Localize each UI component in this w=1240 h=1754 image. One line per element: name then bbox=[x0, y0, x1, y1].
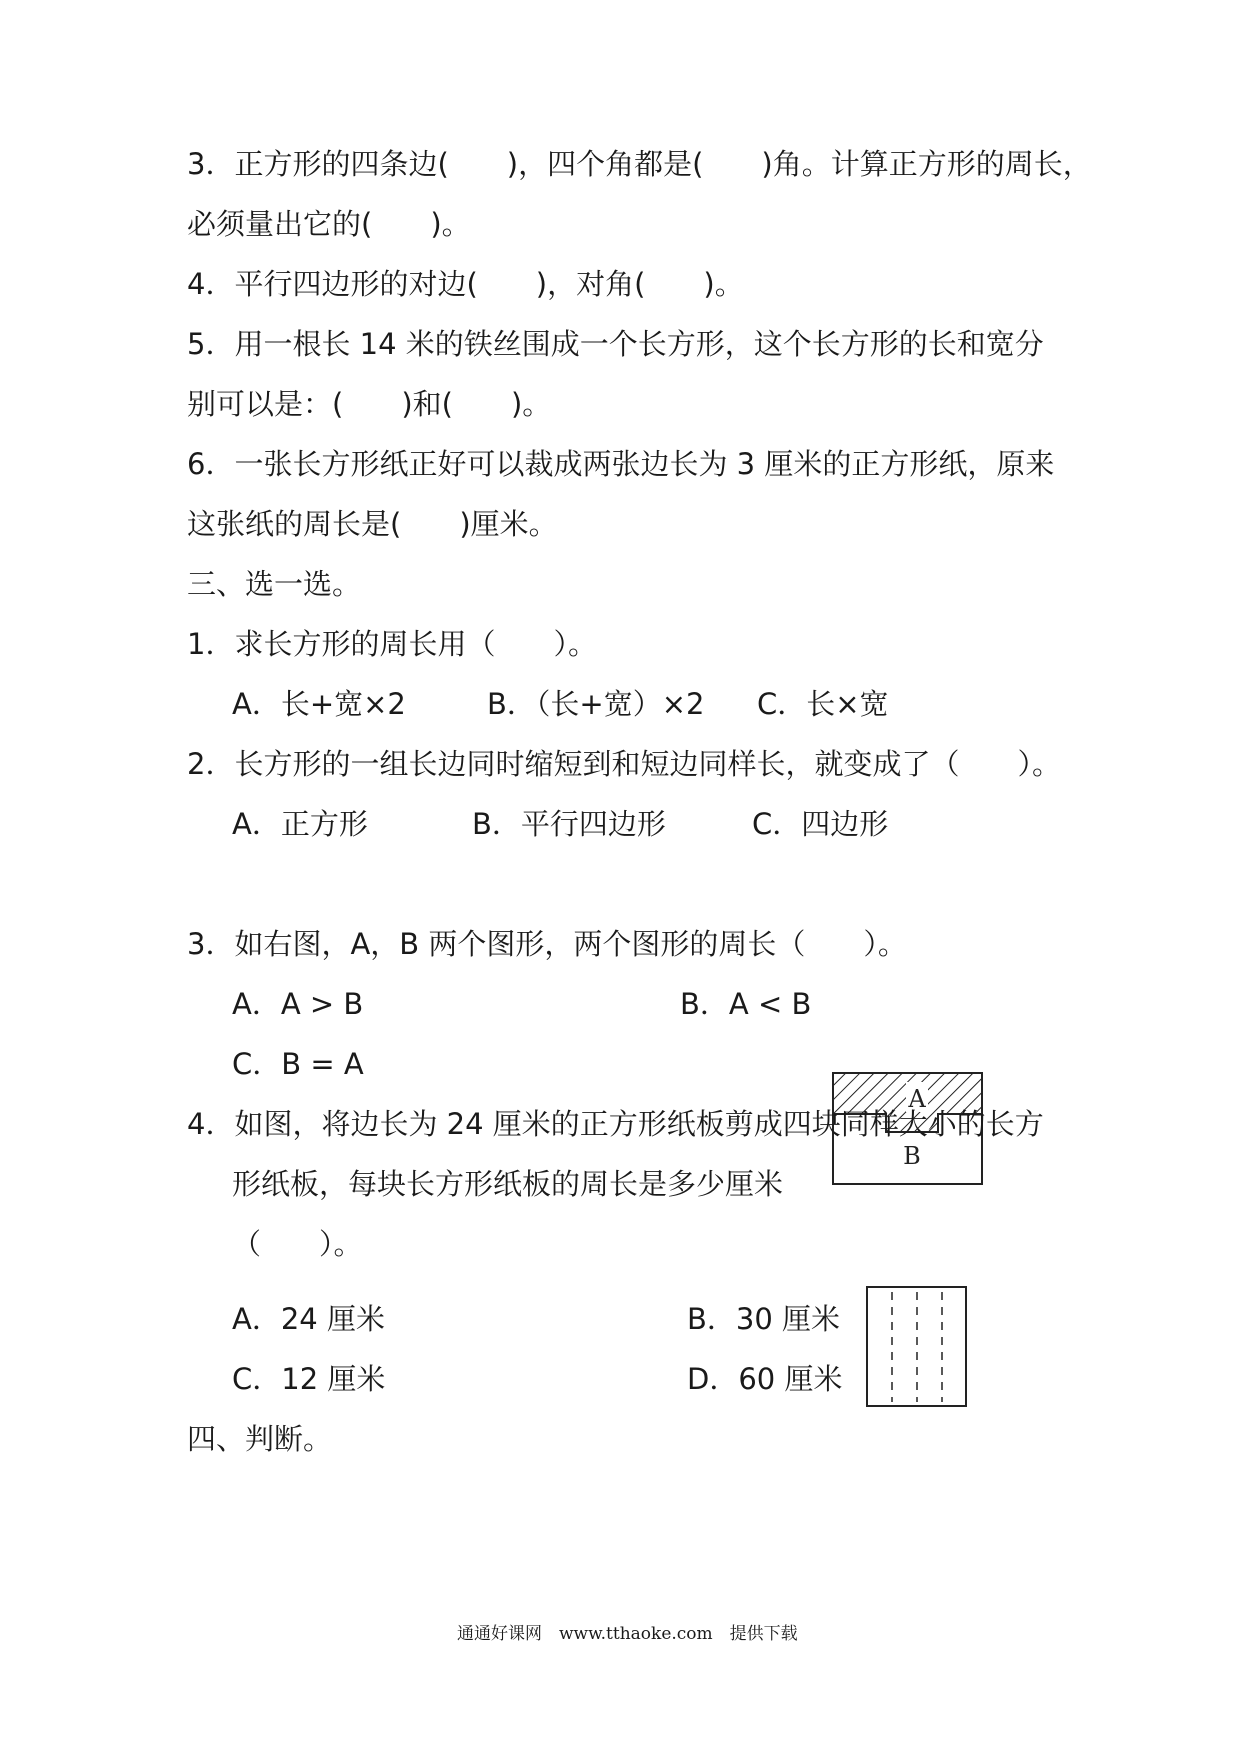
q3-2-option-a: A．正方形 bbox=[232, 807, 368, 841]
q3-1-option-c: C．长×宽 bbox=[757, 687, 889, 721]
q2-3-line2: 必须量出它的( )。 bbox=[187, 207, 471, 241]
page-footer: 通通好课网 www.tthaoke.com 提供下载 bbox=[457, 1624, 798, 1644]
q3-2-option-b: B．平行四边形 bbox=[472, 807, 666, 841]
q3-3-option-c: C．B = A bbox=[232, 1047, 364, 1081]
q3-2-option-c: C．四边形 bbox=[752, 807, 889, 841]
q3-4-option-d: D．60 厘米 bbox=[687, 1362, 843, 1396]
q2-4: 4．平行四边形的对边( )，对角( )。 bbox=[187, 267, 744, 301]
q3-4-option-c: C．12 厘米 bbox=[232, 1362, 386, 1396]
q2-6-line2: 这张纸的周长是( )厘米。 bbox=[187, 507, 558, 541]
q3-3-stem: 3．如右图，A，B 两个图形，两个图形的周长（ ）。 bbox=[187, 927, 907, 961]
q3-1-stem: 1．求长方形的周长用（ ）。 bbox=[187, 627, 597, 661]
q3-4-stem-line2: 形纸板，每块长方形纸板的周长是多少厘米 bbox=[232, 1167, 784, 1201]
figure-square-cut-four bbox=[866, 1286, 968, 1408]
q3-3-option-a: A．A > B bbox=[232, 987, 364, 1021]
figure-label-a: A bbox=[908, 1085, 926, 1113]
q3-4-option-a: A．24 厘米 bbox=[232, 1302, 385, 1336]
q2-5-line2: 别可以是：( )和( )。 bbox=[187, 387, 552, 421]
q2-5-line1: 5．用一根长 14 米的铁丝围成一个长方形，这个长方形的长和宽分 bbox=[187, 327, 1044, 361]
q2-3-line1: 3．正方形的四条边( )，四个角都是( )角。计算正方形的周长， bbox=[187, 147, 1092, 181]
section-heading-choose: 三、选一选。 bbox=[187, 567, 362, 601]
figure-label-b: B bbox=[903, 1142, 921, 1170]
q2-6-line1: 6．一张长方形纸正好可以裁成两张边长为 3 厘米的正方形纸，原来 bbox=[187, 447, 1055, 481]
section-heading-judge: 四、判断。 bbox=[187, 1422, 333, 1456]
q3-4-stem-line1: 4．如图，将边长为 24 厘米的正方形纸板剪成四块同样大小的长方 bbox=[187, 1107, 1044, 1141]
q3-1-option-b: B．（长+宽）×2 bbox=[487, 687, 705, 721]
q3-3-option-b: B．A < B bbox=[680, 987, 812, 1021]
q3-4-stem-line3: （ ）。 bbox=[232, 1227, 363, 1261]
q3-2-stem: 2．长方形的一组长边同时缩短到和短边同样长，就变成了（ ）。 bbox=[187, 747, 1061, 781]
q3-1-option-a: A．长+宽×2 bbox=[232, 687, 406, 721]
q3-4-option-b: B．30 厘米 bbox=[687, 1302, 841, 1336]
